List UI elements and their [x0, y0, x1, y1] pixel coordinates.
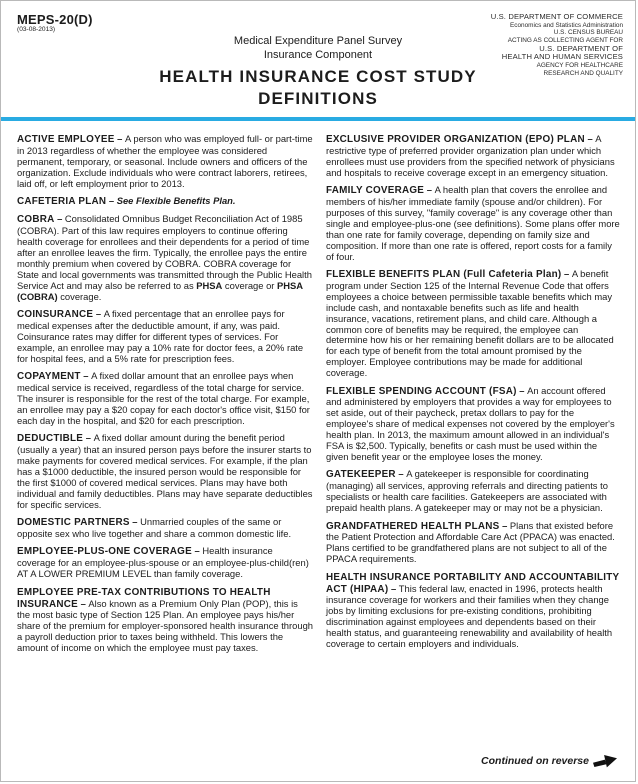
definition-term: FLEXIBLE BENEFITS PLAN (Full Cafeteria Plan)	[326, 268, 562, 280]
definition-text: – A fixed dollar amount that an enrollee pays when medical service is received, regardless of the total charge for service. The insurer is responsible for the rest of the total charge. For example, an enrollee may pay a $20 copay for each doctor's office visit, $150 for each day in the hospital, and $20 for each prescription.	[17, 370, 310, 426]
form-number: MEPS-20(D)	[17, 12, 93, 27]
definition-entry	[17, 134, 313, 190]
definition-text: – Unmarried couples of the same or opposite sex who live together and share a common domestic life.	[17, 516, 292, 539]
definition-entry	[326, 134, 622, 179]
definition-entry	[17, 517, 313, 540]
agency-block	[491, 13, 623, 77]
definition-term: FLEXIBLE SPENDING ACCOUNT (FSA)	[326, 385, 517, 397]
definition-text: – See Flexible Benefits Plan.	[106, 195, 236, 207]
continued-arrow-icon	[593, 752, 617, 769]
survey-component: Insurance Component	[263, 48, 373, 61]
definition-text: – Health insurance coverage for an employee-plus-spouse or an employee-plus-child(ren) AT A LOWER PREMIUM LEVEL than family coverage.	[17, 545, 309, 580]
definition-text: – A fixed percentage that an enrollee pays for medical expenses after the deductible amount, if any, was paid. Coinsurance rates may differ for different types of services. For example, an enrollee may pay a 10% rate for doctor fees, a 20% rate for hospital fees, and a 5% rate for prescription fees.	[17, 308, 304, 364]
continued-text: Continued on reverse	[481, 754, 589, 767]
agency-line: U.S. CENSUS BUREAU	[553, 29, 623, 37]
form-date: (03-08-2013)	[17, 26, 56, 33]
definition-text: – An account offered and administered by employers that provides a way for employees to set aside, out of their paycheck, pretax dollars to pay for the employee's share of medical expenses not covered by the employer's health plan. In 2013, the maximum amount allowed in an individual's FSA is $2,500. Typically, benefits or cash must be used within the given benefit year or the employee loses the money.	[326, 384, 615, 462]
page-title: HEALTH INSURANCE COST STUDY	[159, 67, 477, 86]
definition-term: FAMILY COVERAGE	[326, 185, 425, 197]
page-subtitle: DEFINITIONS	[258, 89, 378, 108]
definition-text: – A fixed dollar amount during the benefit period (usually a year) that an insured person pays before the insurer starts to make payments for covered medical services. For example, if the plan has a $1000 deductible, the insured person would be responsible for the first $1000 of covered medical services. Plans may have both individual and family deductibles. Plans may have separate deductibles for specific services.	[17, 432, 313, 510]
agency-line: U.S. DEPARTMENT OF COMMERCE	[490, 12, 623, 21]
agency-line: ACTING AS COLLECTING AGENT FOR	[507, 36, 623, 44]
definition-text: – A gatekeeper is responsible for coordinating (managing) all services, approving referrals and directing patients to specialists or health care facilities. Gatekeepers are associated with prepaid health plans. A gatekeeper may or may not be a physician.	[326, 468, 608, 514]
definition-entry	[17, 196, 313, 208]
definition-term: HEALTH INSURANCE PORTABILITY AND ACCOUNTABILITY ACT (HIPAA)	[326, 571, 620, 595]
definition-term: COBRA	[17, 214, 55, 226]
definition-entry	[326, 572, 622, 650]
definition-text: – Consolidated Omnibus Budget Reconciliation Act of 1985 (COBRA). Part of this law requires employers to continue offering health coverage for enrollees and their dependents for a period of time after an enrollee leaves the firm. Typically, the enrollee pays the entire monthly premium when covered by COBRA. COBRA coverage for State and local governments was transmitted through the Public Health Service Act and may also be referred to as PHSA coverage or PHSA (COBRA) coverage.	[17, 213, 312, 302]
survey-name: Medical Expenditure Panel Survey	[233, 35, 403, 47]
continued-note	[481, 752, 617, 769]
agency-line: HEALTH AND HUMAN SERVICES	[501, 52, 623, 62]
definition-text: – A person who was employed full- or part-time in 2013 regardless of whether the employee was considered permanent, temporary, or seasonal. Include owners and officers of the organization. Exclude individuals who were contract laborers, retirees, laid off, or left employment prior to 2013.	[17, 133, 313, 189]
form-id-block	[17, 13, 93, 34]
definition-entry	[326, 269, 622, 379]
definition-entry	[17, 214, 313, 302]
definition-text: – Plans that existed before the Patient Protection and Affordable Care Act (PPACA) was enacted. Plans certified to be grandfathered plans are not subject to all of the PPACA requirements.	[326, 519, 615, 565]
agency-line: AGENCY FOR HEALTHCARE	[536, 62, 623, 70]
definition-term: EXCLUSIVE PROVIDER ORGANIZATION (EPO) PLAN	[326, 134, 585, 145]
definitions-column-left	[17, 134, 313, 661]
definition-term: CAFETERIA PLAN	[17, 196, 107, 208]
agency-line: Economics and Statistics Administration	[510, 21, 623, 29]
definition-term: DOMESTIC PARTNERS	[17, 517, 130, 529]
definition-text: – This federal law, enacted in 1996, protects health insurance coverage for workers and their families when they change jobs by limiting exclusions for pre-existing conditions, prohibiting discrimination against employees and dependents based on their health status, and guaranteeing renewability and availability of health coverage to certain employers and individuals.	[326, 582, 613, 650]
definition-entry	[326, 386, 622, 463]
definition-text: – Also known as a Premium Only Plan (POP), this is the most basic type of Section 125 Plan. An employee pays his/her share of the premium for employer-sponsored health insurance through a payroll deduction prior to taxes being withheld. This lowers the amount of income on which the employee must pay taxes.	[17, 597, 313, 654]
definition-term: COINSURANCE	[17, 309, 94, 321]
definition-entry	[17, 587, 313, 654]
definition-entry	[17, 309, 313, 365]
definition-term: ACTIVE EMPLOYEE	[17, 134, 115, 145]
definition-entry	[326, 521, 622, 566]
definition-entry	[326, 469, 622, 514]
definition-text: – A restrictive type of preferred provider organization plan under which enrollees must use providers from the specified network of physicians and hospitals to receive coverage except in an emergency situation.	[326, 133, 615, 178]
definition-entry	[17, 433, 313, 510]
definition-entry	[17, 371, 313, 427]
definition-text: – A health plan that covers the enrollee and members of his/her immediate family (spouse and/or children). For purposes of this survey, "family coverage" is any coverage other than single and employee-plus-one (see definitions). Some plans offer more than one rate for family coverage, depending on family size and composition. If more than one rate is offered, report costs for a family of four.	[326, 184, 620, 262]
definition-term: EMPLOYEE-PLUS-ONE COVERAGE	[17, 546, 192, 558]
definition-term: EMPLOYEE PRE-TAX CONTRIBUTIONS TO HEALTH INSURANCE	[17, 586, 271, 610]
definition-entry	[17, 546, 313, 580]
definition-entry	[326, 185, 622, 262]
definition-text: – A benefit program under Section 125 of the Internal Revenue Code that offers employees a choice between permissible taxable benefits which may include cash, and nontaxable benefits such as life and health insurance, vacations, retirement plans, and child care. Although a common core of benefits may be required, the employee can determine how his or her remaining benefit dollars are to be allocated for each type of benefit from the total amount promised by the employer. Employee contributions may be made for additional coverage.	[326, 267, 614, 379]
definition-term: COPAYMENT	[17, 371, 81, 383]
definitions-area	[1, 121, 635, 661]
agency-line: RESEARCH AND QUALITY	[543, 69, 623, 77]
definitions-column-right	[326, 134, 622, 661]
definition-term: GATEKEEPER	[326, 469, 396, 481]
definition-term: GRANDFATHERED HEALTH PLANS	[326, 520, 500, 532]
definition-term: DEDUCTIBLE	[17, 433, 84, 445]
agency-line: U.S. DEPARTMENT OF	[539, 43, 623, 53]
